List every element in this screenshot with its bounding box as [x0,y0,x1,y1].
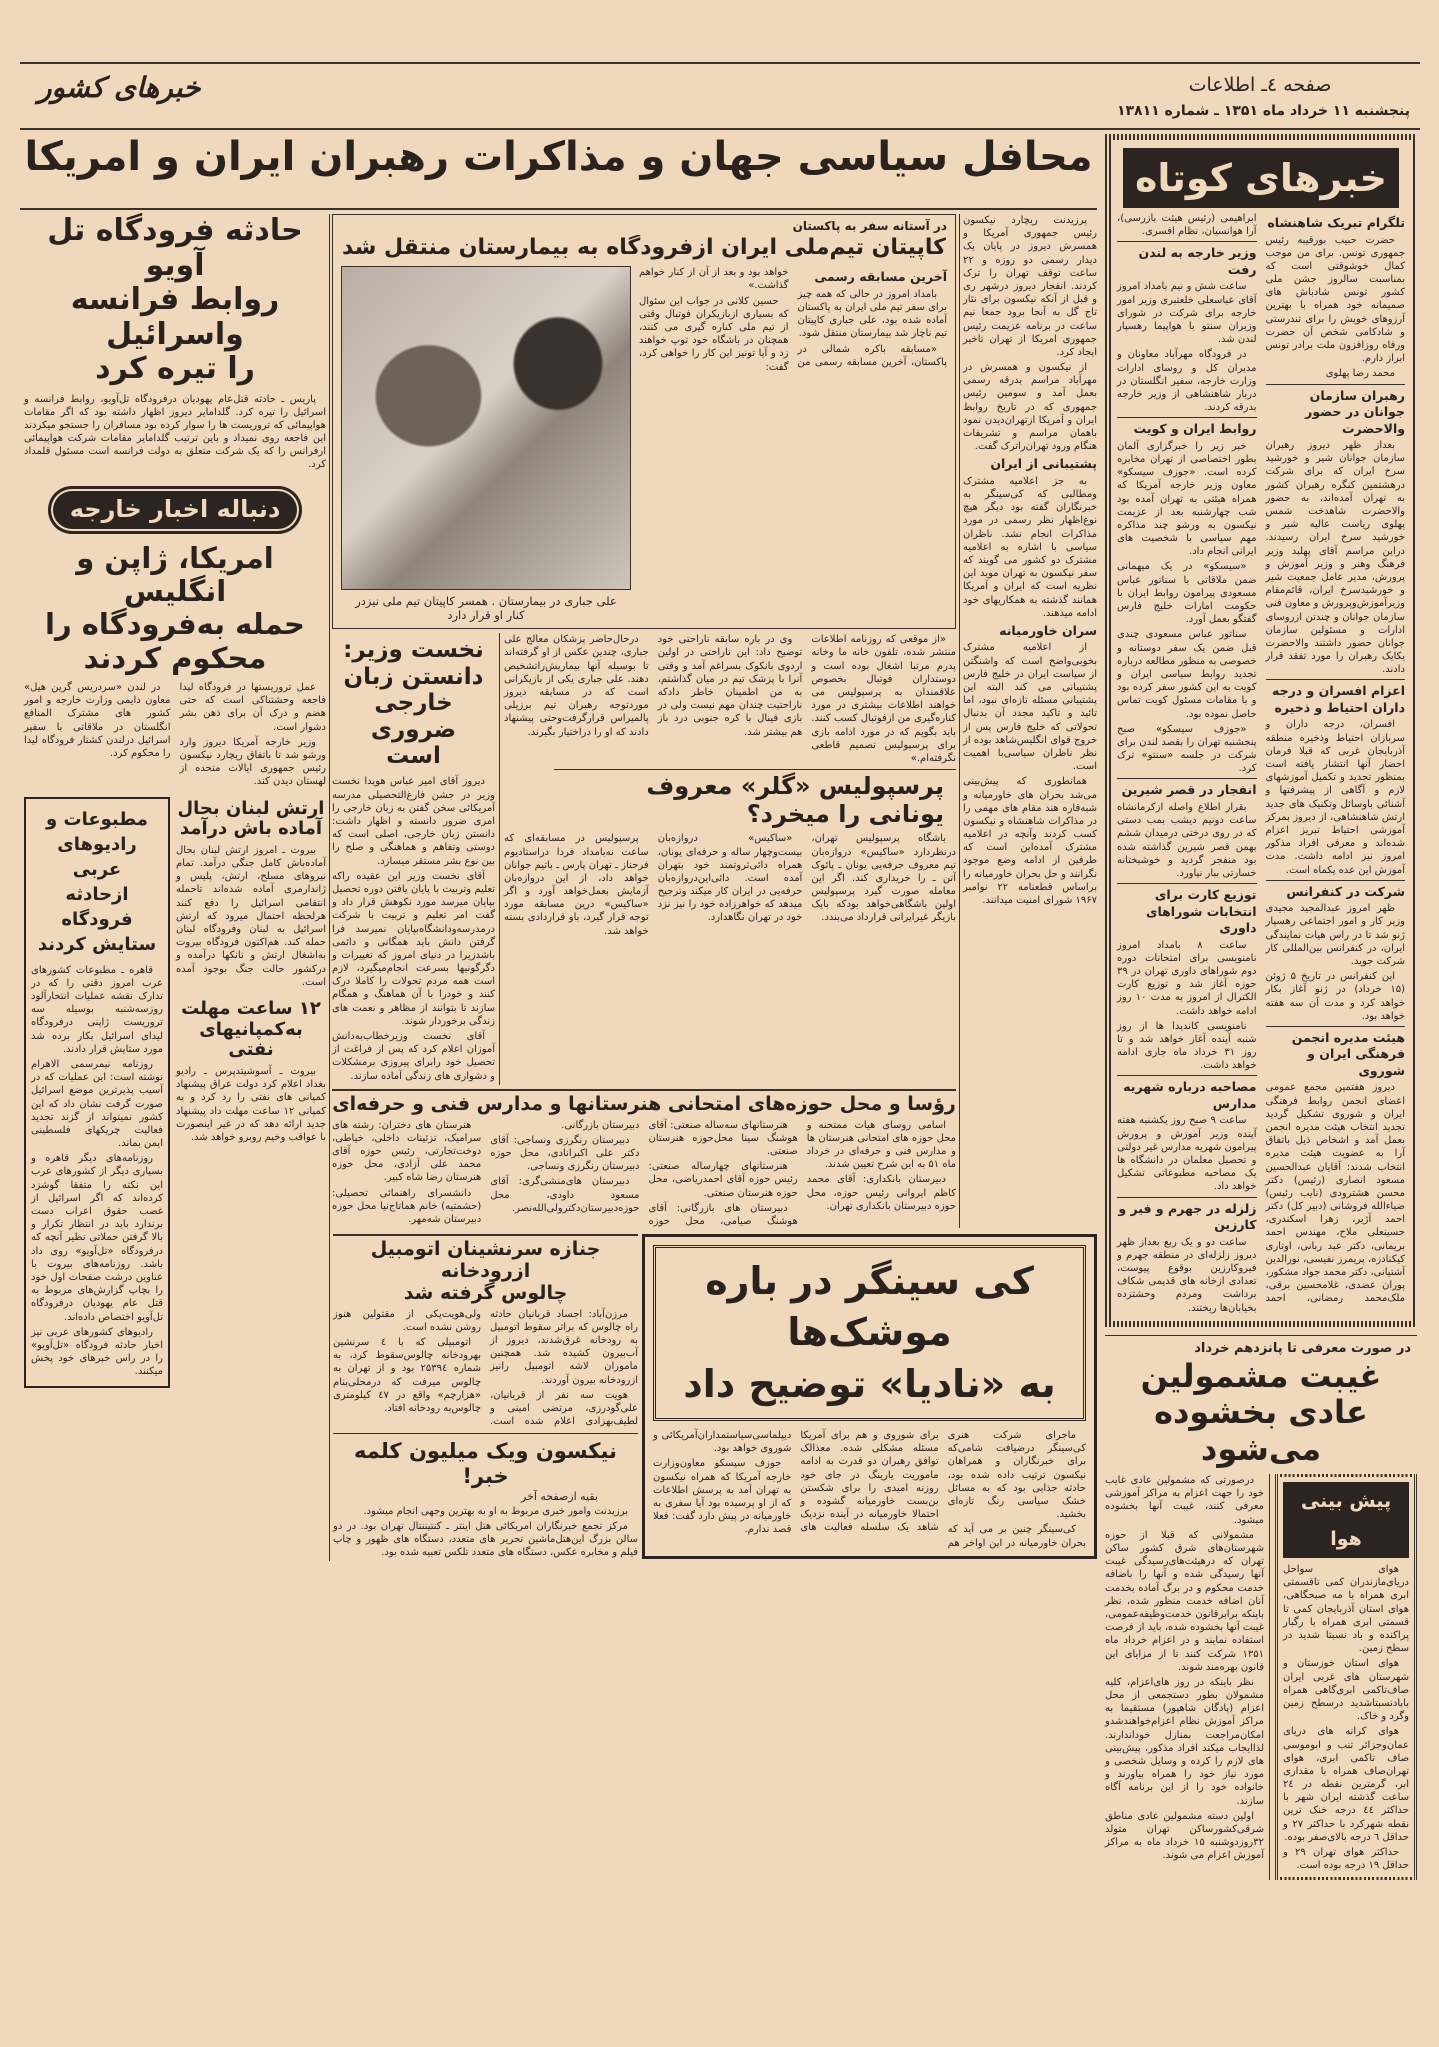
headline-line: خارجی ضروری [370,690,457,743]
short-news-item-text: سناتور عباس مسعودی چندی قبل ضمن یک سفر دوستانه و خصوصی به منظور مطالعه درباره تجدید روابط سیاسی ایران و کویت به این کشور سفر کرده بود و با مقامات مسئول کویت تماس حاصل نموده بود. [1117,629,1257,720]
short-news-item-title: رهبران سازمان جوانان در حضور والاحضرت [1266,384,1406,438]
paragraph: اولین دسته مشمولین عادی مناطق شرقی‌کشورساکن تهران متولد ۳۲روزدوشنبه ۱۵ خرداد ماه به مراکز آموزش اعزام می شوند. [1105,1810,1264,1862]
short-news-item-title: زلزله در جهرم و فیر و کارزین [1117,1197,1257,1234]
paragraph: درصورتی که مشمولین عادی غایب خود را جهت اعزام به مراکز آموزشی معرفی کنند، غیبت آنها بخشوده میشود. [1105,1475,1264,1526]
left-right-subcolumn [176,797,326,1147]
condemn-headline [24,542,326,675]
paragraph: هنرستانهای سه‌ساله صنعتی: آقای هوشنگ سینا محل‌حوزه هنرستان صنعتی. [648,1119,798,1158]
captain-row [341,266,947,622]
paragraph: کی‌سینگر چنین بر می آید که بحران خاورمیانه در این اواخر هم برای شوروی و هم برای آمریکا مسئله مشکلی شده. معذالک توافق رهبران دو قدرت به ادامه ماموریت یارینگ در جای خود روزنه امیدی را برای شکستن بن‌بست خاورمیانه گشوده و احتمالا خاورمیانه در آینده نزدیک شاهد یک سلسله فعالیت های دیپلماسی‌سیاستمداران‌آمریکائی و شوروی خواهد بود. [653,1430,1086,1549]
arab-press-body [31,964,163,1379]
paragraph: باشگاه پرسپولیس تهران، درنظردارد «ساکیس» دروازه‌بان تیم معروف حرفه‌یی یونان ـ پائوک آتن ـ را خریداری کند. اگر این معامله صورت گیرد پرسپولیس اولین باشگاهی‌خواهد بودکه بایک بازیگر غیرایرانی قرارداد می‌بندد. [811,833,956,924]
continued-note: بقیه ازصفحه آخر [520,1489,598,1503]
paragraph: عمل تروریستها در فرودگاه لیدا فاجعه وحشتناکی است که حتی هضم و درک آن برای ذهن بشر دشوار است. [179,682,326,733]
nixon-subhead-support: پشتیبانی از ایران [990,456,1097,472]
short-news-item-text: «جوزف سیسکو» صبح پنجشنبه تهران را بقصد لندن برای شرکت در جلسه «سنتو» ترک کرد. [1117,723,1257,775]
paragraph: مشمولانی که قبلا از حوزه شهرستان‌های شرق کشور ساکن تهران که درهیئت‌های‌رسیدگی غیبت آنها رسیدگی شده و آنها را باضافه خدمت محکوم و در برگ آماده بخدمت آنان اضافه خدمت منظور شده، نظر باینکه برابرقانون خدمت‌وظیفه‌عمومی، غیبت آنها بخشوده شده، باید از فرصت استفاده نمایند و در اعزام خرداد ماه ۱۳۵۱ شرکت کنند تا از مزایای این قانون بهره‌مند شوند. [1105,1529,1264,1673]
middle-left [332,214,956,1228]
weather-box [1275,1474,1417,1880]
kissinger-headline [656,1256,1083,1410]
conscripts-row [1105,1474,1417,1880]
photo-caption: علی جباری در بیمارستان . همسر کاپیتان تیم ملی نیزدر کنار او قرار دارد [355,594,617,623]
paragraph: به جز اعلامیه مشترک ومطالبی که کی‌سینگر به خبرنگاران گفته بود دیگر هیچ نوع‌اظهار نظر رسمی در مورد مذاکرات انجام نشد. ناظران سیاسی با اشاره به اعلامیه مشترک دو کشور می گویند که سفر نیکسون به تهران موید این نظریه است که ایران و آمریکا همانند گذشته به همکاریهای خود ادامه میدهند. [963,475,1097,619]
pm-article [332,633,495,1085]
paragraph: دبیرستان های‌منشی‌گری: آقای مسعود داودی، محل حوزه‌دبیرستان‌دکتر‌ولی‌الله‌نصر. [490,1176,640,1214]
short-news-item-title: روابط ایران و کویت [1117,417,1257,438]
rule [333,1433,638,1434]
paragraph: روزنامه نیمرسمی الاهرام نوشته است: این عملیات که در آسیب پذیرترین موضع اسرائیل صورت گرفت نشان داد که این کشور نمیتواند از گزند تجدید فعالیت چریکهای فلسطینی ایمن بماند. [31,1058,163,1150]
paragraph: پاریس ـ حادثه قتل‌عام یهودیان درفرودگاه تل‌آویو، روابط فرانسه و اسرائیل را تیره کرد. گلدامایر دیروز اظهار داشته بود که اگر مقامات هواپیمائی که تروریست ها را سوار کرده بود مسافران را جستجو میکردند این فاجعه روی نمیداد و باین ترتیب گلدامایر مقامات شرکت هواپیمائی ارفرانس را که یک شرکت متعلق به دولت فرانسه است مسئول قلمداد کرد. [24,393,326,471]
nixon-column-paragraphs [963,214,1097,453]
nixon-column-paragraphs-3 [963,641,1097,907]
short-news-item-text: «سیسکو» در یک میهمانی ضمن ملاقاتی با سناتور عباس مسعودی پیرامون روابط ایران با حکومت امارات خلیج فارس گفتگو بعمل آورد. [1117,561,1257,626]
oil-body [176,1065,326,1146]
captain-kicker: در آستانه سفر به پاکستان [792,219,947,233]
short-news-item-text: بعداز ظهر دیروز رهبران سازمان جوانان شیر و خورشید سرخ ایران که برای شرکت درهشتمین کنگره رهبران کشور به تهران آمده‌اند، به حضور والاحضرت شاهدخت شمس پهلوی ریاست عالیه شیر و خورشید سرخ ایران رسیدند. دراین مراسم آقای پهلبد وزیر فرهنگ وهنر و وزیر آموزش و پرورش، مدیر عامل جمعیت شیر و خورشیدسرخ ایران، قائم‌مقام وزیرآموزش‌وپرورش و معاون فنی سازمان جوانان و چندتن ازروسای ادارات و مسئولین سازمان جوانان حضور داشتند والاحضرت یکایک رهبران را مورد تفقد قرار دادند. [1265,440,1405,676]
paragraph: اتومبیلی که با ٤ سرنشین بهرودخانه چالوس‌سقوط کرد، به شماره ۲۵۳۹٤ بود و از تهران به چالوس میرفت که درمحلی‌بنام «هزارچم» واقع در ٤۷ کیلومتری چالوس‌به رودخانه افتاد. [333,1337,482,1414]
headline-line: روابط فرانسه واسرائیل [70,282,280,352]
paragraph: بیروت ـ آسوشیتدپرس ـ رادیو بغداد اعلام کرد دولت عراق پیشنهاد کمپانی های نفتی را رد کرد و به کمپانی ۱۲ ساعت مهلت داد پیشنهاد جدید ارائه دهد که در غیر اینصورت با عواقب وخیم روبرو خواهد شد. [176,1066,327,1143]
short-news-item-text: خبر زیر را خبرگزاری آلمان بطور اختصاصی از تهران مخابره کرده است. «جوزف سیسکو» معاون وزیر خارجه آمریکا که همراه هیئتی به تهران آمده بود شب چهارشنبه بعد از عزیمت نیکسون به ورشو چند مذاکره مهم سیاسی با شخصیت های ایرانی انجام داد. [1117,440,1257,558]
captain-persepolis [504,633,956,938]
paragraph: هوای سواحل دریای‌مازندران کمی تاقسمتی ابری همراه با مه صبحگاهی، هوای استان آذربایجان کمی تا قسمتی ابری همراه با رگبار پراکنده و باد نسبتا شدید در سطح زمین. [1283,1564,1409,1655]
page-body [20,134,1417,1880]
chalus-headline [333,1239,638,1305]
short-news-title [1123,148,1399,208]
continued-foreign-news-label: دنباله اخبار خارجه [69,494,281,523]
short-news-item-title: تلگرام تبریک شاهنشاه [1267,215,1405,230]
headline-line: یونانی را میخرد؟ [746,799,944,828]
paragraph: هوای استان خوزستان و شهرستان های غربی ایران صاف‌تاکمی ابری‌گاهی همراه بابادنسبتاشدید درسطح زمین وگرد و خاک. [1283,1658,1409,1723]
rule [554,769,956,770]
paragraph: قاهره ـ مطبوعات کشورهای عرب امروز دقتی را که در تدارک نقشه عملیات انتحارآلود روزسه‌شنبه بوسیله سه تروریست ژاپنی درفرودگاه لیدای اسرائیل بکار برده شد مورد ستایش قرار دادند. [31,964,163,1055]
short-news-item-text: بقرار اطلاع واصله ازکرمانشاه ساعت دونیم دیشب بمب دستی که در روی درختی درمیدان ششم بهمن قصر شیرین گذاشته شده بود منفجر گردید و خوشبختانه خسارتی ببار نیاورد. [1117,801,1257,879]
arab-press-headline [30,807,164,958]
condemn-body [24,681,326,789]
paragraph: «ساکیس» دروازه‌بان بیست‌وچهار ساله و حرفه‌ای یونان، همراه دائی‌ثروتمند خود بتهران آمده است. دائی‌این‌دروازه‌بان حرفه‌یی در ایران کار میکند وترجیح میدهد که خواهرزاده خود را نیز نزد خود در تهران نگاهدارد. [657,833,803,924]
short-news-item-text: ظهر امروز عبدالمجید مجیدی وزیر کار و امور اجتماعی رهسپار ژنو شد تا در راس هیات نمایندگی ایران، در کنفرانس بین‌المللی کار شرکت جوید. [1265,903,1405,967]
short-news-item-text: این کنفرانس در تاریخ ۵ ژوئن (۱۵ خرداد) در ژنو آغاز بکار خواهد کرد و مدت آن سه هفته خواهد بود. [1265,971,1405,1022]
telaviv-body [24,393,326,474]
headline-rule [20,208,1097,210]
headline-line: رادیوهای عربی [57,833,137,880]
headline-line: پرسپولیس «گلر» معروف [646,772,944,801]
paragraph: وزیر خارجه آمریکا دیروز وارد ورشو شد تا باتفاق ریچارد نیکسون رئیس جمهوری ایالات متحده از لهستان دیدن کند. [179,736,326,788]
headline-line: جنازه سرنشینان اتومبیل ازرودخانه [370,1238,601,1282]
paragraph: همانطوری که پیش‌بینی می‌شد بحران های خاورمیانه و شبه‌قاره هند مقام های مهمی را در مذاکرات شاهنشاه و نیکسون کسب کردند وآنچه در اعلامیه مشترک آمده‌این است که طرفین از ادامه وضع موجود نگرانند و حل بحران خاورمیانه را براساس قطعنامه ۲۲ نوامبر ۱۹۶۷ شورای امنیت میدانند. [963,776,1097,906]
paragraph: آقای نخست وزیرخطاب‌به‌دانش آموزان اعلام کرد که پس از فراغت از تحصیل خود رابرای پیروزی برمشکلات و دشواری های زندگی آماده سازند. [332,1031,495,1082]
paragraph: از نیکسون و همسرش در مهرآباد مراسم بدرقه رسمی بعمل آمد و سومین رئیس جمهوری که در تاریخ روابط ایران و آمریکا ازتهران‌دیدن نمود باهمان مراسم و تشریفات هنگام ورود تهران‌راترک گفت. [963,362,1097,453]
pm-headline [332,637,495,769]
paragraph: دانشسرای راهنمائی تحصیلی: (حشمتیه) خانم هماتاج‌نیا محل حوزه دبیرستان شه‌مهر. [332,1187,482,1225]
paragraph: «از موقعی که روزنامه اطلاعات منتشر شده، تلفون خانه ما وخانه پدرم مرتبا اشغال بوده است و دوستداران فوتبال بخصوص علاقمندان به پرسپولیس می خواهند اطلاعات بیشتری در مورد کناره‌گیری من ازفوتبال کسب کنند. باید بگویم که در مورد ادامه بازی برای پرسپولیس تصمیم قاطعی نگرفته‌ام.» [811,634,956,764]
header-rule [20,128,1420,130]
lebanon-headline [176,799,326,840]
headline-line: کی سینگر در باره موشک‌ها [705,1259,1034,1355]
paragraph: دبیرستان رنگرزی ونساجی: آقای دکتر علی اکبرانادی، محل حوزه دبیرستان رنگرزی ونساجی. [490,1134,640,1173]
paragraph: هنرستان های دختران: رشته های سرامیک، تزئینات داخلی، خیاطی، دوخت‌تجارتی، رئیس حوزه آقای محمد علی آزادی، محل حوزه هنرستان رضا شاه کبیر. [332,1119,482,1184]
short-news-item-text: ساعت ۹ صبح روز یکشنبه هفته آینده وزیر آموزش و پرورش پیرامون شهریه مدارس غیر دولتی و تحصیل معلمان در دانشگاه ها یک مصاحبه مطبوعاتی تشکیل خواهد داد. [1117,1115,1257,1193]
paragraph: دیروز آقای امیر عباس هویدا نخست وزیر در جشن فارغ‌التحصیلی مدرسه آمریکائی سخن گفتن به زبان خارجی را امری ضرور دانسته و اظهار داشت: دانستن زبان خارجی، اصلی است که دوستی وتفاهم و هماهنگی و صلح را بین نوع بشر مستقر میسازد. [332,776,495,867]
short-news-item-text: ساعت دو و یک ربع بعداز ظهر دیروز زلزله‌ای در منطقه جهرم و فیروکارزین بوقوع پیوست، تعدادی ازخانه های قدیمی شکاف برداشت ومردم وحشتزده بخیابان‌ها ریختند. [1117,1236,1257,1314]
conscripts-body [1105,1474,1264,1864]
captain-headline: کاپیتان تیم‌ملی ایران ازفرودگاه به بیمارستان منتقل شد [342,235,946,260]
pm-row [332,633,956,1085]
short-news-title-text: خبرهای کوتاه [1134,156,1388,200]
short-news-item-title: انفجار در قصر شیرین [1117,778,1257,799]
short-news-item-text: محمد رضا پهلوی [1325,368,1395,380]
short-news-item-text: ساعت ۸ بامداد امروز نامنویسی برای امتحانات دوره دوم شوراهای داوری تهران در ۳۹ حوزه آغاز شد و توزیع کارت الکترال از امروز به مدت ۱۰ روز ادامه خواهد داشت. [1117,939,1257,1017]
issue-date: پنجشنبه ۱۱ خرداد ماه ۱۳۵۱ ـ شماره ۱۳۸۱۱ [1116,103,1410,119]
headline-line: به‌کمپانیهای نفتی [199,1018,303,1061]
middle-row-b [333,1234,1097,1561]
headline-line: حادثه فرودگاه تل آویو [47,213,303,283]
chalus-body [333,1308,638,1429]
headline-line: است [386,743,441,770]
headline-line: حمله به‌فرودگاه را [45,607,305,642]
nixon-words-headline: نیکسون ویک میلیون کلمه خبر! [354,1439,617,1488]
rule [332,1089,956,1091]
conscripts-headline [1105,1358,1417,1468]
short-news-item-text: حضرت حبیب بورقیبه رئیس جمهوری تونس. برای من موجب کمال خوشوقتی است که بمناسبت سالروز جشن ملی کشور تونس شادباش های صمیمانه خود همراه با بهترین آرزوهای خویش را برای تندرستی و شادکامی شخص آن حضرت ورفاه روزافزون ملت برادر تونس ابراز دارم. [1265,234,1405,365]
column-rule [499,633,500,1085]
headline-line: ازحادثه فرودگاه [61,884,133,931]
middle-row-a [333,214,1097,1228]
headline-line: امریکا، ژاپن و انگلیس [76,540,274,608]
weather-body [1283,1563,1409,1872]
paragraph: مرکز تجمع خبرنگاران امریکائی هتل اینتر ـ کنتیننتال تهران بود. در دو سالن بزرگ این‌هتل‌ماشین تحریر های متعدد، دستگاه های ظهور و چاپ فیلم و مخابره عکس، دستگاه های متعدد تلکس تعبیه شده بود. [333,1520,638,1559]
headline-line: چالوس گرفته شد [403,1281,568,1304]
paragraph: جوزف سیسکو معاون‌وزارت خارجه آمریکا که همراه نیکسون به تهران آمد به پرسش اطلاعات که از او پرسیده بود آیا سفری به خاورمیانه در پیش دارد گفت: فعلا قصد ندارم. [653,1458,792,1536]
paragraph: دبیرستان بانکداری: آقای محمد کاظم ایروانی رئیس حوزه، محل حوزه دبیرستان بانکداری تهران. [806,1174,956,1212]
kissinger-body [653,1429,1086,1550]
paragraph: آقای نخست وزیر این عقیده راکه تعلیم وتربیت با پایان یافتن دوره تحصیل بپایان میرسد مورد نکوهش قرار داد و گفت امر تعلیم و تربیت با شرکت درمدرسه‌ودانشگاه‌بپایان نمیرسد فرا گرفتن دانش باید همگانی و دائمی باشدزیرا در دنیای امروز که تغییرات و دگرگونیها بسرعت انجام‌میگیرد، لازم است همه مردم تحولات را کاملا درک کنند و خودرا با آن هماهنگ و همگام سازند تا بتوانند از مظاهر و نعمت های زندگی برخوردار شوند. [332,870,495,1027]
rule [1105,1335,1417,1336]
kissinger-headline-box [653,1245,1086,1421]
main-headline: محافل سیاسی جهان و مذاکرات رهبران ایران و امریکا [24,134,1093,180]
rule [333,1234,638,1236]
middle-section [333,214,1097,1561]
headline-line: آماده باش درآمد [179,818,323,840]
oil-headline [176,999,326,1061]
paragraph: از اعلامیه مشترک بخوبی‌واضح است که واشنگتن از سیاست ایران در خلیج فارس پشتیبانی می کند البته این پشتیبانی مسئله تازه‌ای نبود، اما تائید و تاکید مجدد آن بدنبال تحولاتی که خلیج فارس پس از خروج قوای انگلیس‌شاهد بوده از نظر ناظران سیاسی‌با اهمیت است. [963,642,1097,773]
nixon-column [963,214,1097,909]
short-news-item-text: در فرودگاه مهرآباد معاونان و مدیران کل و روسای ادارات وزارت خارجه، سفیر انگلستان در دربار شاهنشاهی از وزیر خارجه بدرقه کردند. [1117,349,1257,414]
persepolis-body [504,832,956,938]
pm-body [332,775,495,1084]
section-title: خبرهای کشور [38,71,201,104]
paragraph: بامداد امروز در حالی که همه چیز برای سفر تیم ملی ایران به پاکستان آماده شده بود، علی جباری کاپیتان تیم ناچار شد بیمارستان منتقل شود. [797,288,947,340]
paragraph: بیروت ـ امروز ارتش لبنان بحال آماده‌باش کامل جنگی درآمد. تمام نیروهای مسلح، ارتش، پلیس و ژاندارمری آماده شده‌اند تاحمله انتقامی اسرائیل را دفع کنند هرلحظه احتمال میرود که ارتش اسرائیل به لبنان وفرودگاه لبنان حمله کند. هم‌اکنون فرودگاه بیروت به‌اشغال ارتش و تانکها درآمده و درکشور حالت جنگ بوجود آمده است. [176,844,326,988]
headline-line: مطبوعات و [46,808,148,830]
paragraph: برزیدنت وامور خبری مربوط به او به بهترین وجهی انجام میشود. [363,1505,628,1517]
column-rule [1269,1474,1270,1880]
nixon-column-paragraphs-2 [963,475,1097,620]
content-row [20,214,1097,1561]
paragraph: اسامی روسای هیات ممتحنه و محل حوزه های امتحانی هنرستان ها و مدارس فنی و حرفه‌ای در خرداد ماه ۵۱ به این شرح تعیین شدند. [806,1119,956,1171]
paragraph: رادیوهای کشورهای عربی نیز اخبار حادثه فرودگاه «تل‌آویو» را در راس خبرهای خود پخش میکنند. [31,1326,163,1378]
captain-continued [504,633,956,765]
headline-line: ستایش کردند [37,934,157,956]
captain-article [332,214,956,629]
paragraph: هنرستانهای چهارساله صنعتی: رئیس حوزه آقای احمدریاضی، محل حوزه هنرستان صنعتی. [648,1161,798,1199]
arab-press-box [24,797,170,1389]
paragraph: وی در باره سابقه ناراحتی خود توضیح داد: این ناراحتی در اولین اردوی بانکوک بسراغم آمد و وقتی آنرا با پزشک تیم در میان گذاشتم، به من اطمینان خاطر دادکه ناراحتیت چندان مهم نیست ولی در بازی فینال با کره جنوبی درد باز هم بیشتر شد. [657,634,803,738]
paragraph: در لندن «سردریس گرین هیل» معاون دایمی وزارت خارجه و امور کشور های مشترک المنافع انگلستان در ملاقاتی با سفیر اسرائیل درلندن کشتار فرودگاه لیدا را محکوم کرد. [24,682,171,759]
headline-line: به «نادیا» توضیح داد [683,1361,1056,1406]
nixon-subhead-middle-east: سران خاورمیانه [999,622,1097,638]
headline-line: دانستن زبان [343,663,484,690]
paragraph: روزنامه‌های دیگر قاهره و بسیاری دیگر از کشورهای عرب این نکته را متفقا گوشزد کرده‌اند که اگر اسرائیل از غصب حقوق اعراب دست برندارد باید در انتظار تکرار و بالا گرفتن حملاتی نظیر آنچه که درفرودگاه «تل‌آویو» روی داد باشد. روزنامه‌های بیروت با عناوین درشت صفحات اول خود را بچاپ گزارش‌های مربوط به قتل عام یهودیان درفرودگاه تل‌آویو اختصاص داده‌اند. [31,1153,163,1323]
conscripts-kicker: در صورت معرفی تا پانزدهم خرداد [1194,1340,1411,1356]
paragraph: درحال‌حاضر پزشکان معالج علی جباری، چندین عکس از او گرفته‌اند تا بوسیله آنها بیماریش‌راتشخیص دهند. علی جباری یکی از بازیکرانی است که در مسابقه دیروز موردتوجه رهبران تیم برزیلی پالمیراس قرارگرفت‌وحتی پیشنهاد دادند که او را دراختیار بگیرند. [504,634,649,738]
paragraph: حداکثر هوای تهران ۲۹ و حداقل ۱۹ درجه بوده است. [1283,1847,1409,1872]
short-news-item-title: اعزام افسران و درجه داران احتیاط و ذخیره [1266,679,1406,716]
paragraph: حسین کلانی در جواب این سئوال که بسیاری ازبازیکران فوتبال وقتی از تیم ملی کناره گیری می کنند، همچنان در باشگاه خود توپ خواهند زد و آیا تونیز این کار را خواهی کرد، گفت: [639,295,789,373]
headline-line: ارتش لبنان بحال [177,797,325,819]
exams-headline: رؤسا و محل حوزه‌های امتحانی هنرستانها و مدارس فنی و حرفه‌ای [332,1093,956,1115]
headline-line: را تیره کرد [95,351,255,386]
nixon-words-body [333,1505,638,1562]
short-news-items [1117,212,1405,1315]
short-news-item-text: دیروز هفتمین مجمع عمومی اعضای انجمن روابط فرهنگی ایران و شوروی تشکیل گردید تجدید انتخاب هیئت مدیره انجمن بعمل آمد و اشخاص ذیل باتفاق آرا به عضویت هیئت مدیره انتخاب شدند: آقایان عبدالحسین مسعود انصاری (رئیس) دکتر محسن هشترودی (نایب رئیس) ضیاءالله فروشانی (دبیر کل) دکتر احمد آژیر، زهرا اسکندری، حسینعلی ملاح، مهندس احمد بریمانی، دکتر عبد ربانی، اوتاری کیکنادزه، پریمرز نفیسی، نورالدین آشتیانی، دکتر محمد جواد مشکور، پوران عضدی، غلامحسین برقی، ملک‌محمد رمضانی، احمد ابراهیمی (رئیس هیئت بازرسی)، آرا هوانسیان، نظام افسری. [1117,213,1405,1305]
headline-line: ۱۲ ساعت مهلت [181,997,321,1019]
kissinger-article [642,1234,1097,1559]
short-news-item-title: توزیع کارت برای انتخابات شوراهای داوری [1117,883,1257,937]
short-news-item-title: شرکت در کنفرانس [1266,880,1406,901]
top-rule [20,62,1420,64]
short-news-item-text: افسران، درجه داران و سربازان احتیاط وذخیره منطقه آذربایجان غربی که قبلا فرمان احضار آنها انتشار یافته است بمنظور تجدید و تکمیل آموزشهای لازم و آگاهی از پیشرفتها و آشنائی باوسائل وتکنیک های جدید ارتش شاهنشاهی، از دیروز بمرکز آموزشی احتیاط تبریز اعزام شده‌اند و معرفی افراد مذکور امروز نیز ادامه داشت. مدت آموزش این عده یکماه است. [1265,719,1405,876]
persepolis-headline [504,773,956,828]
headline-line: محکوم کردند [83,640,267,675]
paragraph: دبیرستان های بازرگانی: آقای هوشنگ صیامی، محل حوزه دبیرستان بازرگانی. [561,1119,798,1227]
short-news-box [1105,134,1417,1327]
weather-title-box [1283,1482,1409,1558]
left-column [24,214,326,1388]
weather-title: پیش بینی هوا [1300,1490,1392,1551]
headline-line: نخست وزیر: [343,637,484,664]
continued-foreign-news-banner [48,486,302,534]
short-news-item-title: هیئت مدیره انجمن فرهنگی ایران و شوروی [1266,1026,1406,1080]
left-lower-row [24,797,326,1389]
short-news-item-text: ساعت شش و نیم بامداد امروز آقای عباسعلی خلعتبری وزیر امور خارجه برای شرکت در شورای وزیران سنتو با هواپیما رهسپار لندن شد. [1117,281,1257,346]
exams-body [332,1119,956,1229]
paragraph: نظر باینکه در روز های‌اعزام، کلیه مشمولان بطور دستجمعی از محل اعزام (پادگان شاهپور) مستقیما به مراکز آموزش نظام اعزام‌خواهندشدو امکان‌مراجعت بمنازل خوداندارند. لذاایجاب میکند افراد مذکور، پیش‌بینی های لازم را کرده و وسایل شخصی و مورد نیاز خود را همراه بیاورند و خانواده خود را از این برنامه آگاه سازند. [1105,1676,1264,1807]
photo-block [341,266,631,622]
headline-line: غیبت مشمولین [1140,1356,1382,1395]
paragraph: پرسپولیس در مسابقه‌ای که ساعت نه‌بامداد فردا دراستادیوم فرحناز ـ تهران پارس ـ باتیم جوانان خواهد داد، از این دروازه‌بان آزمایش بعمل‌خواهد آورد و اگر «ساکیس» درین مسابقه مورد توجه قرار گیرد، باو قراردادی بسته خواهد شد. [504,833,649,937]
paragraph: ماجرای شرکت هنری کی‌سینگر درضیافت شامی‌که برای خبرنگاران و همراهان نیکسون ترتیب داده شده بود، حادثه جذابی بود که به مسائل خشک سیاسی رنگ تازه‌ای بخشید. [947,1430,1086,1521]
lebanon-body [176,844,326,991]
short-news-item-text: نامنویسی کاندیدا ها از روز شنبه آینده آغاز خواهد شد و تا روز ۳۱ خرداد ماه جاری ادامه خواهد داشت. [1117,1020,1257,1072]
chalus-column [333,1234,638,1561]
column-rule [959,214,960,1228]
right-column [1105,134,1417,1880]
hospital-photo [341,266,631,590]
wide-column [20,134,1097,1561]
paragraph: هوای کرانه های دریای عمان‌وجزائر تنب و ابوموسی صاف تاکمی ابری، هوای تهران‌صاف همراه با مقداری ابر، گرمترین نقطه در ۲٤ ساعت گذشته ایران شهر با حداکثر ٤٤ درجه خنک ترین نقطه شهرکرد با حداکثر ۲۷ و حداقل ٦ درجه بالای‌صفر بوده. [1283,1726,1409,1843]
paragraph: مرزن‌آباد: اجساد قربانیان حادثه راه چالوس که براثر سقوط اتومبیل به رودخانه غرق‌شدند، دیروز از آب‌بیرون کشیده شد. همچنین ماموران لاشه اتومبیل رانیز ازرودخانه بیرون آوردند. [490,1308,638,1386]
headline-line: عادی بخشوده می‌شود [1154,1393,1368,1469]
page-label: صفحه ٤ـ اطلاعات [1188,74,1332,96]
short-news-item-title: مصاحبه درباره شهریه مدارس [1117,1075,1257,1112]
short-news-item-title: وزیر خارجه به لندن رفت [1117,241,1257,278]
telaviv-headline [24,214,326,387]
paragraph: هویت سه نفر از قربانیان، علی‌گودرزی، مرتضی امینی و لطیف‌بهزادی اعلام شده است. ولی‌هویت‌یکی از مقتولین هنوز روشن نشده است. [333,1308,638,1428]
paragraph: «مسابقه باکره شمالی در پاکستان، آخرین مسابقه رسمی من خواهد بود و بعد از آن از کنار خواهم گذاشت.» [639,267,947,368]
captain-body [639,266,947,374]
paragraph: پرزیدنت ریچارد نیکسون رئیس جمهوری آمریکا و همسرش دیروز در پایان یک دیدار رسمی دو روزه و ۲۲ ساعت توقف تهران را ترک کردند. انفجار دیروز درشهر ری و قبل از آنکه نیکسون برای نثار تاج گل به آنجا برود جمعا نیم ساعت در برنامه عزیمت رئیس جمهوری امریکا از تهران تاخیر ایجاد کرد. [963,215,1097,358]
captain-subhead: آخرین مسابقه رسمی [814,269,947,285]
column-rule [329,214,330,1561]
